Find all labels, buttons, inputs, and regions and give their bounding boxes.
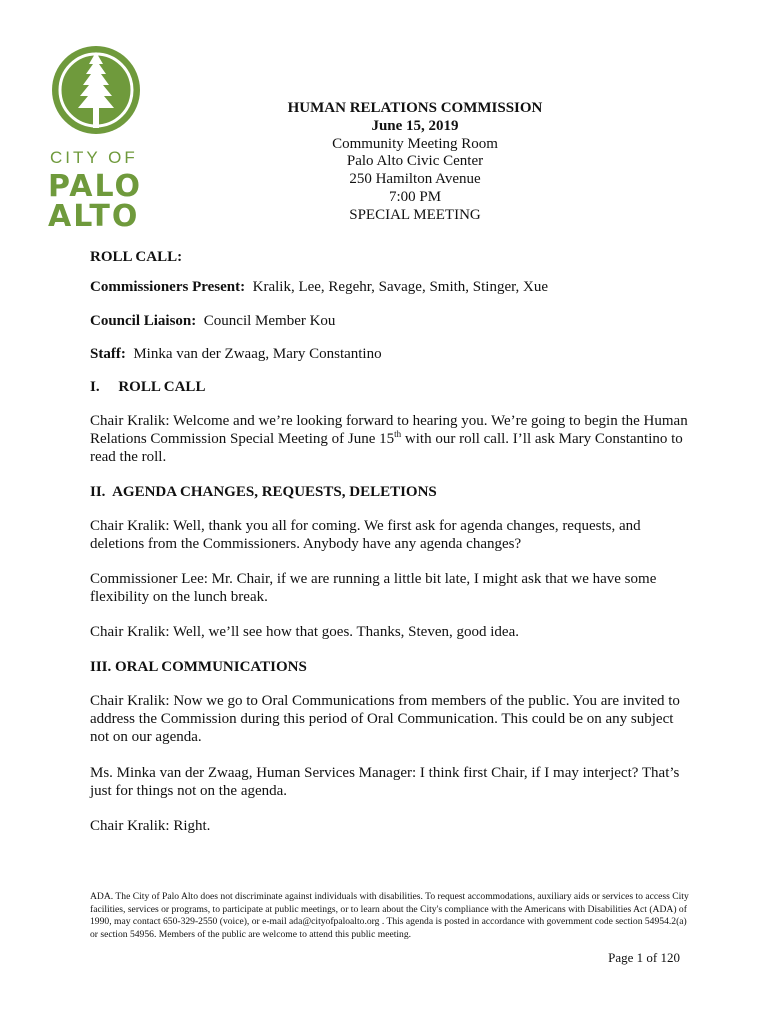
logo-alto: ALTO <box>48 199 140 234</box>
section-2-paragraph-1: Chair Kralik: Well, thank you all for coming. We first ask for agenda changes, requests, and deletions from the Commissioners. Anybody have any agenda changes? <box>90 518 641 552</box>
section-2-paragraph-3: Chair Kralik: Well, we’ll see how that goes. Thanks, Steven, good idea. <box>90 624 519 640</box>
s1-text-a: Chair Kralik: Welcome and we’re looking forward to hearing you. We’re going to begin the Human Relations Commission Special Meeting of June 15 <box>90 413 688 447</box>
liaison-label: Council Liaison: <box>90 313 197 329</box>
section-3-paragraph-1: Chair Kralik: Now we go to Oral Communications from members of the public. You are invited to address the Commission during this period of Oral Communication. This could be on any subject not on our agenda. <box>90 693 680 745</box>
meeting-address: 250 Hamilton Avenue <box>349 171 481 188</box>
logo-palo: PALO <box>48 169 143 204</box>
present-value: Kralik, Lee, Regehr, Savage, Smith, Stinger, Xue <box>252 279 549 295</box>
present-label: Commissioners Present: <box>90 279 246 295</box>
section-1-heading: I. ROLL CALL <box>90 379 206 395</box>
page-number: Page 1 of 120 <box>608 950 680 965</box>
section-3-heading: III. ORAL COMMUNICATIONS <box>90 659 307 675</box>
logo-city-of: CITY OF <box>50 148 138 167</box>
meeting-type: SPECIAL MEETING <box>349 206 481 223</box>
meeting-time: 7:00 PM <box>388 188 442 205</box>
roll-call-heading: ROLL CALL: <box>90 249 183 265</box>
meeting-header <box>250 100 580 225</box>
commissioners-present <box>90 278 690 296</box>
liaison-value: Council Member Kou <box>203 313 336 329</box>
tree-icon <box>50 44 142 136</box>
council-liaison <box>90 312 690 330</box>
section-2-heading: II. AGENDA CHANGES, REQUESTS, DELETIONS <box>90 484 437 500</box>
section-3-paragraph-2: Ms. Minka van der Zwaag, Human Services Manager: I think first Chair, if I may interject? That’s just for things not on the agenda. <box>90 765 680 799</box>
meeting-date: June 15, 2019 <box>371 117 459 134</box>
staff-value: Minka van der Zwaag, Mary Constantino <box>133 346 382 362</box>
meeting-room: Community Meeting Room <box>332 135 498 152</box>
s1-superscript: th <box>394 429 402 439</box>
commission-title: HUMAN RELATIONS COMMISSION <box>287 100 543 116</box>
section-1-paragraph <box>90 412 690 466</box>
s1-text-b: with our roll call. I’ll ask Mary Constantino to read the roll. <box>90 431 683 465</box>
city-logo <box>48 44 144 234</box>
staff-line <box>90 345 690 363</box>
section-2-paragraph-2: Commissioner Lee: Mr. Chair, if we are running a little bit late, I might ask that we have some flexibility on the lunch break. <box>90 571 657 605</box>
section-3-paragraph-3: Chair Kralik: Right. <box>90 818 211 834</box>
staff-label: Staff: <box>90 346 126 362</box>
ada-notice: ADA. The City of Palo Alto does not discriminate against individuals with disabilities. To request accommodations, auxiliary aids or services to access City facilities, services or programs, to participate at public meetings, or to learn about the City's compliance with the Americans with Disabilities Act (ADA) of 1990, may contact 650-329-2550 (voice), or e-mail ada@cityofpaloalto.org . This agenda is posted in accordance with government code section 54954.2(a) or section 54956. Members of the public are welcome to attend this public meeting. <box>90 891 689 940</box>
meeting-venue: Palo Alto Civic Center <box>346 153 484 170</box>
